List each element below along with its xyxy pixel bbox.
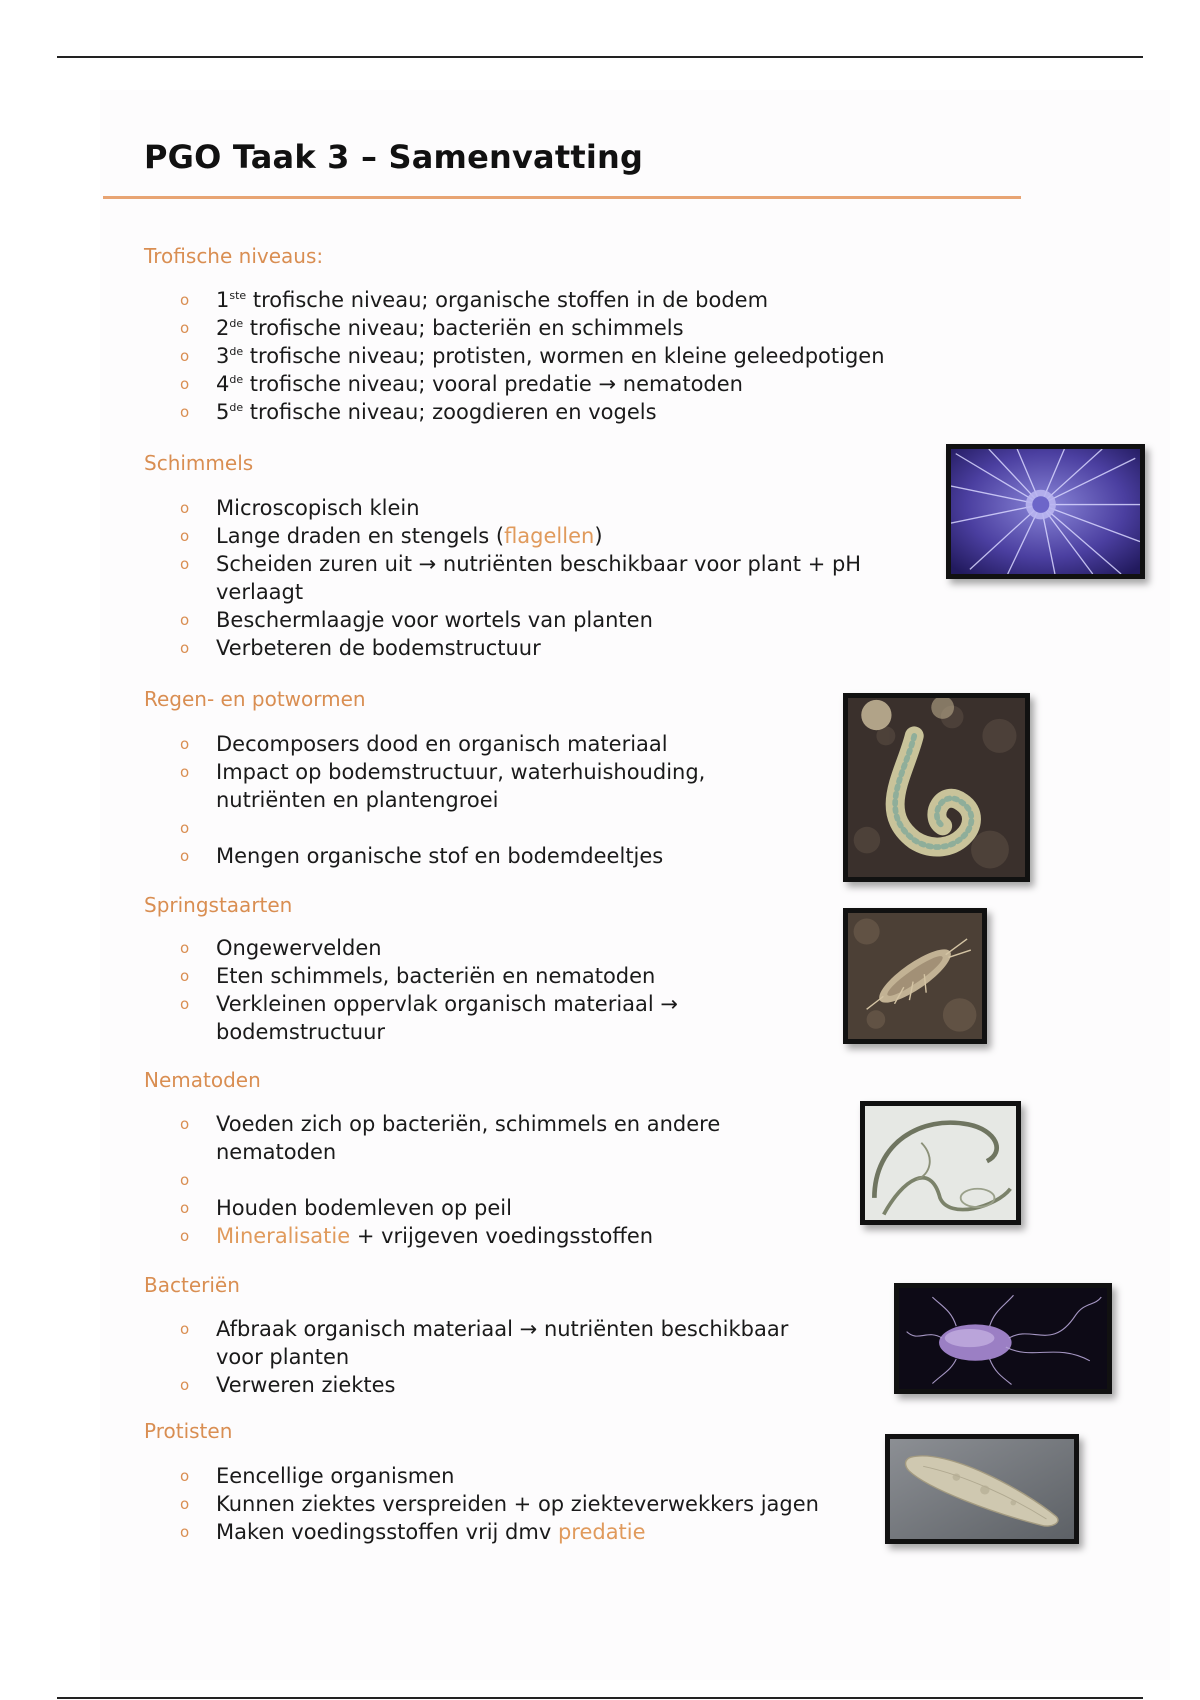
list-item	[180, 314, 885, 342]
list-item: o Kunnen ziektes verspreiden + op ziekteverwekkers jagen	[180, 1490, 900, 1518]
item-text: trofische niveau; protisten, wormen en kleine geleedpotigen	[243, 344, 885, 368]
list-item	[180, 1518, 900, 1546]
highlight-term: Mineralisatie	[216, 1224, 351, 1248]
list-item: o Voeden zich op bacteriën, schimmels en andere nematoden	[180, 1110, 820, 1166]
list-item-empty	[180, 814, 820, 842]
section-heading-nematoden: Nematoden	[144, 1068, 261, 1092]
protist-image	[885, 1434, 1079, 1544]
section-heading-bacterien: Bacteriën	[144, 1273, 240, 1297]
list-item: o Verweren ziektes	[180, 1371, 840, 1399]
list-item: o Mengen organische stof en bodemdeeltjes	[180, 842, 820, 870]
section-heading-protisten: Protisten	[144, 1419, 233, 1443]
list-schimmels	[180, 494, 920, 662]
page-title: PGO Taak 3 – Samenvatting	[144, 138, 644, 176]
item-text: trofische niveau; bacteriën en schimmels	[243, 316, 684, 340]
page-top-rule	[57, 56, 1143, 58]
level-number: 3	[216, 344, 230, 368]
list-item: o Decomposers dood en organisch materiaal	[180, 730, 820, 758]
item-text: trofische niveau; zoogdieren en vogels	[243, 400, 657, 424]
list-bacterien	[180, 1315, 840, 1399]
fungus-hyphae-image	[946, 444, 1145, 579]
level-number: 1	[216, 288, 230, 312]
list-item	[180, 370, 885, 398]
list-trofische-niveaus	[180, 286, 885, 426]
list-item	[180, 342, 885, 370]
level-number: 2	[216, 316, 230, 340]
ordinal-suffix: de	[229, 345, 244, 358]
item-text: )	[594, 524, 603, 548]
level-number: 5	[216, 400, 230, 424]
list-regen-en-potwormen	[180, 730, 820, 870]
bacterium-image	[894, 1283, 1112, 1394]
item-text: Lange draden en stengels (	[216, 524, 505, 548]
highlight-term: flagellen	[504, 524, 595, 548]
list-item	[180, 286, 885, 314]
list-item-empty	[180, 1166, 820, 1194]
item-text: trofische niveau; vooral predatie → nematoden	[243, 372, 743, 396]
list-item: o Beschermlaagje voor wortels van planten	[180, 606, 920, 634]
page-bottom-rule	[57, 1697, 1143, 1699]
list-item	[180, 522, 920, 550]
ordinal-suffix: de	[229, 317, 244, 330]
list-item	[180, 1222, 820, 1250]
list-item: o Ongewervelden	[180, 934, 740, 962]
ordinal-suffix: de	[229, 401, 244, 414]
list-item: o Verkleinen oppervlak organisch materiaal → bodemstructuur	[180, 990, 740, 1046]
worm-image	[843, 693, 1030, 882]
list-item: o Verbeteren de bodemstructuur	[180, 634, 920, 662]
list-springstaarten	[180, 934, 740, 1046]
level-number: 4	[216, 372, 230, 396]
highlight-term: predatie	[557, 1520, 646, 1544]
section-heading-trofische-niveaus: Trofische niveaus:	[144, 244, 324, 268]
list-item: o Eencellige organismen	[180, 1462, 900, 1490]
ordinal-suffix: ste	[229, 289, 247, 302]
title-underline	[103, 196, 1021, 199]
list-protisten	[180, 1462, 900, 1546]
item-text: trofische niveau; organische stoffen in de bodem	[246, 288, 769, 312]
ordinal-suffix: de	[229, 373, 244, 386]
list-item: o Afbraak organisch materiaal → nutriënten beschikbaar voor planten	[180, 1315, 840, 1371]
item-text: + vrijgeven voedingsstoffen	[350, 1224, 654, 1248]
section-heading-regen-en-potwormen: Regen- en potwormen	[144, 687, 366, 711]
section-heading-schimmels: Schimmels	[144, 451, 254, 475]
nematode-image	[860, 1101, 1021, 1225]
springtail-image	[843, 908, 987, 1044]
list-item: o Eten schimmels, bacteriën en nematoden	[180, 962, 740, 990]
section-heading-springstaarten: Springstaarten	[144, 893, 293, 917]
list-item: o Microscopisch klein	[180, 494, 920, 522]
item-text: Maken voedingsstoffen vrij dmv	[216, 1520, 558, 1544]
list-item	[180, 398, 885, 426]
list-item: o Houden bodemleven op peil	[180, 1194, 820, 1222]
list-nematoden	[180, 1110, 820, 1250]
list-item: o Scheiden zuren uit → nutriënten beschikbaar voor plant + pH verlaagt	[180, 550, 920, 606]
list-item: o Impact op bodemstructuur, waterhuishouding, nutriënten en plantengroei	[180, 758, 820, 814]
